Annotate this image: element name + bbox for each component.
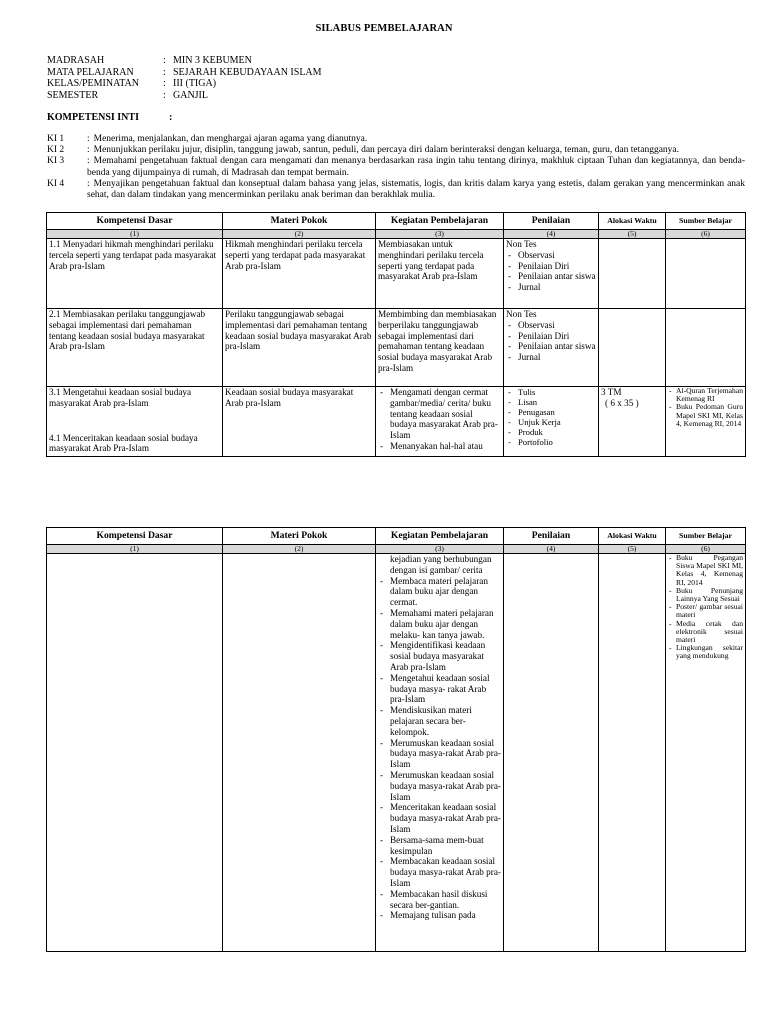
kegiatan-list bbox=[378, 576, 501, 922]
penilaian-item: - Penilaian antar siswa bbox=[506, 271, 596, 282]
ki-code: KI 4 bbox=[47, 178, 65, 189]
identity-key: KELAS/PEMINATAN bbox=[47, 78, 139, 90]
kegiatan-item: - Mendiskusikan materi pelajaran secara ber- kelompok. bbox=[378, 705, 501, 737]
table-row bbox=[47, 554, 746, 952]
col-number: (3) bbox=[376, 230, 504, 239]
col-number: (5) bbox=[599, 230, 666, 239]
col-number: (6) bbox=[666, 230, 746, 239]
table-header-row bbox=[47, 528, 746, 545]
sumber-item: - Buku Pegangan Siswa Mapel SKI MI, Kelas 4, Kemenag RI, 2014 bbox=[668, 554, 743, 587]
penilaian-item: - Observasi bbox=[506, 250, 596, 261]
col-number: (1) bbox=[47, 230, 223, 239]
identity-value: MIN 3 KEBUMEN bbox=[173, 55, 252, 66]
col-number: (6) bbox=[666, 545, 746, 554]
ki-list bbox=[47, 134, 745, 201]
materi-cell: Keadaan sosial budaya masyarakat Arab pra-Islam bbox=[223, 387, 376, 457]
identity-key: SEMESTER bbox=[47, 89, 99, 101]
kegiatan-item: - Membacakan hasil diskusi secara ber-gantian. bbox=[378, 889, 501, 911]
kegiatan-cell bbox=[376, 387, 504, 457]
kegiatan-item: - Merumuskan keadaan sosial budaya masya-rakat Arab pra-Islam bbox=[378, 770, 501, 802]
penilaian-item: - Jurnal bbox=[506, 282, 596, 293]
kd-cell bbox=[47, 387, 223, 457]
identity-colon: : bbox=[163, 78, 166, 90]
header-sumber: Sumber Belajar bbox=[666, 213, 746, 230]
identity-row-kelas bbox=[47, 78, 322, 90]
table-row bbox=[47, 309, 746, 387]
identity-colon: : bbox=[163, 66, 166, 78]
ki-item: KI 4 : Menyajikan pengetahuan faktual dan konseptual dalam bahasa yang jelas, sistematis, logis, dan kritis dalam karya yang estetis, dalam gerakan yang mencerminkan anak sehat, dan dalam tindakan yang mencerminkan perilaku anak beriman dan berakhlak mulia. bbox=[47, 178, 745, 201]
kegiatan-list bbox=[378, 387, 501, 452]
kegiatan-cell: Membiasakan untuk menghindari perilaku tercela seperti yang terdapat pada masyarakat Arab pra-Islam bbox=[376, 239, 504, 309]
column-number-row bbox=[47, 230, 746, 239]
column-number-row bbox=[47, 545, 746, 554]
kd-cell: 1.1 Menyadari hikmah menghindari perilaku tercela seperti yang terdapat pada masyarakat Arab pra-Islam bbox=[47, 239, 223, 309]
kegiatan-item: - Bersama-sama mem-buat kesimpulan bbox=[378, 835, 501, 857]
kegiatan-item: - Menceritakan keadaan sosial budaya masya-rakat Arab pra-Islam bbox=[378, 802, 501, 834]
penilaian-list bbox=[506, 250, 596, 293]
penilaian-item: - Portofolio bbox=[506, 437, 596, 447]
penilaian-head: Non Tes bbox=[506, 309, 537, 319]
identity-block bbox=[47, 55, 322, 101]
table-row bbox=[47, 387, 746, 457]
syllabus-table-1 bbox=[46, 212, 746, 457]
sumber-cell bbox=[666, 309, 746, 387]
ki-item: KI 3 : Memahami pengetahuan faktual dengan cara mengamati dan menanya berdasarkan rasa ingin tahu tentang dirinya, makhluk ciptaan Tuhan dan kegiatannya, dan benda-benda yang dijumpainya di rumah, di Madrasah dan tempat bermain. bbox=[47, 156, 745, 178]
col-number: (2) bbox=[223, 230, 376, 239]
sumber-list bbox=[668, 387, 743, 428]
ki-heading bbox=[47, 112, 172, 123]
sumber-cell bbox=[666, 387, 746, 457]
kegiatan-cell bbox=[376, 554, 504, 952]
penilaian-cell bbox=[504, 309, 599, 387]
kegiatan-cell: Membimbing dan membiasakan berperilaku tanggungjawab sebagai implementasi dari pemahaman tentang keadaan sosial budaya masyarakat Arab pra-Islam bbox=[376, 309, 504, 387]
header-alokasi: Alokasi Waktu bbox=[599, 213, 666, 230]
penilaian-head: Non Tes bbox=[506, 239, 537, 249]
ki-code: KI 2 bbox=[47, 145, 65, 156]
kegiatan-item: - Mengetahui keadaan sosial budaya masya- rakat Arab pra-Islam bbox=[378, 673, 501, 705]
col-number: (5) bbox=[599, 545, 666, 554]
alokasi-menit: ( 6 x 35 ) bbox=[605, 397, 639, 408]
table-header-row bbox=[47, 213, 746, 230]
identity-value: SEJARAH KEBUDAYAAN ISLAM bbox=[173, 66, 322, 78]
materi-cell: Hikmah menghindari perilaku tercela seperti yang terdapat pada masyarakat Arab pra-Islam bbox=[223, 239, 376, 309]
kegiatan-item: - Menanyakan hal-hal atau bbox=[378, 441, 501, 452]
ki-heading-label: KOMPETENSI INTI bbox=[47, 112, 139, 123]
sumber-item: - Buku Pedoman Guru Mapel SKI MI, Kelas 4, Kemenag RI, 2014 bbox=[668, 403, 743, 428]
kegiatan-item: - Merumuskan keadaan sosial budaya masya-rakat Arab pra-Islam bbox=[378, 738, 501, 770]
ki-text: Menunjukkan perilaku jujur, disiplin, tanggung jawab, santun, peduli, dan percaya diri dalam berinteraksi dengan keluarga, teman, guru, dan tetangganya. bbox=[93, 145, 680, 156]
alokasi-cell bbox=[599, 309, 666, 387]
sumber-item: - Buku Penunjang Lainnya Yang Sesuai bbox=[668, 587, 743, 603]
alokasi-cell bbox=[599, 387, 666, 457]
alokasi-cell bbox=[599, 554, 666, 952]
header-kegiatan: Kegiatan Pembelajaran bbox=[376, 213, 504, 230]
header-kompetensi-dasar: Kompetensi Dasar bbox=[47, 528, 223, 545]
penilaian-cell bbox=[504, 387, 599, 457]
col-number: (4) bbox=[504, 230, 599, 239]
table-row bbox=[47, 239, 746, 309]
header-penilaian: Penilaian bbox=[504, 213, 599, 230]
kd-cell bbox=[47, 554, 223, 952]
identity-row-mapel bbox=[47, 67, 322, 79]
identity-row-semester bbox=[47, 90, 322, 102]
ki-item: KI 1 : Menerima, menjalankan, dan menghargai ajaran agama yang dianutnya. bbox=[47, 134, 368, 144]
sumber-cell bbox=[666, 554, 746, 952]
penilaian-item: - Penilaian Diri bbox=[506, 331, 596, 342]
penilaian-item: - Unjuk Kerja bbox=[506, 417, 596, 427]
penilaian-list bbox=[506, 320, 596, 363]
sumber-item: - Media cetak dan elektronik sesuai materi bbox=[668, 620, 743, 645]
header-kegiatan: Kegiatan Pembelajaran bbox=[376, 528, 504, 545]
identity-colon: : bbox=[163, 55, 166, 66]
syllabus-table-2 bbox=[46, 527, 746, 952]
kegiatan-continued: kejadian yang berhubungan dengan isi gambar/ cerita bbox=[390, 554, 492, 575]
ki-text: Menyajikan pengetahuan faktual dan konseptual dalam bahasa yang jelas, sistematis, logis, dan kritis dalam karya yang estetis, dalam gerakan yang mencerminkan anak sehat, dan dalam tindakan yang mencerminkan perilaku anak beriman dan berakhlak mulia. bbox=[87, 178, 745, 201]
identity-value: III (TIGA) bbox=[173, 78, 217, 90]
kegiatan-item: - Memajang tulisan pada bbox=[378, 910, 501, 921]
identity-value: GANJIL bbox=[173, 89, 208, 101]
penilaian-item: - Penilaian Diri bbox=[506, 261, 596, 272]
identity-row-madrasah bbox=[47, 55, 322, 67]
kegiatan-item: - Mengidentifikasi keadaan sosial budaya masyarakat Arab pra-Islam bbox=[378, 640, 501, 672]
col-number: (4) bbox=[504, 545, 599, 554]
ki-text: Memahami pengetahuan faktual dengan cara mengamati dan menanya berdasarkan rasa ingin tahu tentang dirinya, makhluk ciptaan Tuhan dan kegiatannya, dan benda-benda yang dijumpainya di rumah, di Madrasah dan tempat bermain. bbox=[87, 156, 745, 178]
kd-item: 4.1 Menceritakan keadaan sosial budaya masyarakat Arab Pra-Islam bbox=[49, 432, 198, 454]
penilaian-item: - Observasi bbox=[506, 320, 596, 331]
header-materi-pokok: Materi Pokok bbox=[223, 213, 376, 230]
penilaian-cell bbox=[504, 554, 599, 952]
kd-item: 3.1 Mengetahui keadaan sosial budaya masyarakat Arab pra-Islam bbox=[49, 387, 192, 408]
penilaian-item: - Penilaian antar siswa bbox=[506, 341, 596, 352]
document-title: SILABUS PEMBELAJARAN bbox=[315, 23, 453, 34]
penilaian-item: - Jurnal bbox=[506, 352, 596, 363]
penilaian-item: - Lisan bbox=[506, 397, 596, 407]
identity-colon: : bbox=[163, 89, 166, 101]
col-number: (2) bbox=[223, 545, 376, 554]
header-materi-pokok: Materi Pokok bbox=[223, 528, 376, 545]
kd-cell: 2.1 Membiasakan perilaku tanggungjawab sebagai implementasi dari pemahaman tentang keadaan sosial budaya masyarakat Arab pra-Islam bbox=[47, 309, 223, 387]
ki-code: KI 1 bbox=[47, 134, 65, 144]
materi-cell: Perilaku tanggungjawab sebagai implementasi dari pemahaman tentang keadaan sosial budaya masyarakat Arab pra-Islam bbox=[223, 309, 376, 387]
col-number: (1) bbox=[47, 545, 223, 554]
header-alokasi: Alokasi Waktu bbox=[599, 528, 666, 545]
kegiatan-item: - Memahami materi pelajaran dalam buku ajar dengan melaku- kan tanya jawab. bbox=[378, 608, 501, 640]
penilaian-item: - Tulis bbox=[506, 387, 596, 397]
penilaian-item: - Produk bbox=[506, 427, 596, 437]
penilaian-item: - Penugasan bbox=[506, 407, 596, 417]
ki-text: Menerima, menjalankan, dan menghargai ajaran agama yang dianutnya. bbox=[93, 134, 368, 144]
header-kompetensi-dasar: Kompetensi Dasar bbox=[47, 213, 223, 230]
header-sumber: Sumber Belajar bbox=[666, 528, 746, 545]
sumber-list bbox=[668, 554, 743, 661]
ki-item: KI 2 : Menunjukkan perilaku jujur, disiplin, tanggung jawab, santun, peduli, dan percaya diri dalam berinteraksi dengan keluarga, teman, guru, dan tetangganya. bbox=[47, 145, 680, 156]
sumber-item: - Poster/ gambar sesuai materi bbox=[668, 603, 743, 619]
penilaian-cell bbox=[504, 239, 599, 309]
sumber-cell bbox=[666, 239, 746, 309]
kegiatan-item: - Membacakan keadaan sosial budaya masya-rakat Arab pra-Islam bbox=[378, 856, 501, 888]
sumber-item: - Lingkungan sekitar yang mendukung bbox=[668, 644, 743, 660]
identity-key: MATA PELAJARAN bbox=[47, 66, 134, 78]
sumber-item: - Al-Quran Terjemahan Kemenag RI bbox=[668, 387, 743, 403]
penilaian-list bbox=[506, 387, 596, 447]
kegiatan-item: - Mengamati dengan cermat gambar/media/ cerita/ buku tentang keadaan sosial budaya masyarakat Arab pra-Islam bbox=[378, 387, 501, 441]
ki-heading-colon: : bbox=[168, 112, 173, 123]
ki-code: KI 3 bbox=[47, 156, 65, 167]
alokasi-tm: 3 TM bbox=[601, 387, 622, 397]
identity-key: MADRASAH bbox=[47, 55, 105, 66]
kegiatan-item: - Membaca materi pelajaran dalam buku ajar dengan cermat. bbox=[378, 576, 501, 608]
materi-cell bbox=[223, 554, 376, 952]
alokasi-cell bbox=[599, 239, 666, 309]
header-penilaian: Penilaian bbox=[504, 528, 599, 545]
col-number: (3) bbox=[376, 545, 504, 554]
